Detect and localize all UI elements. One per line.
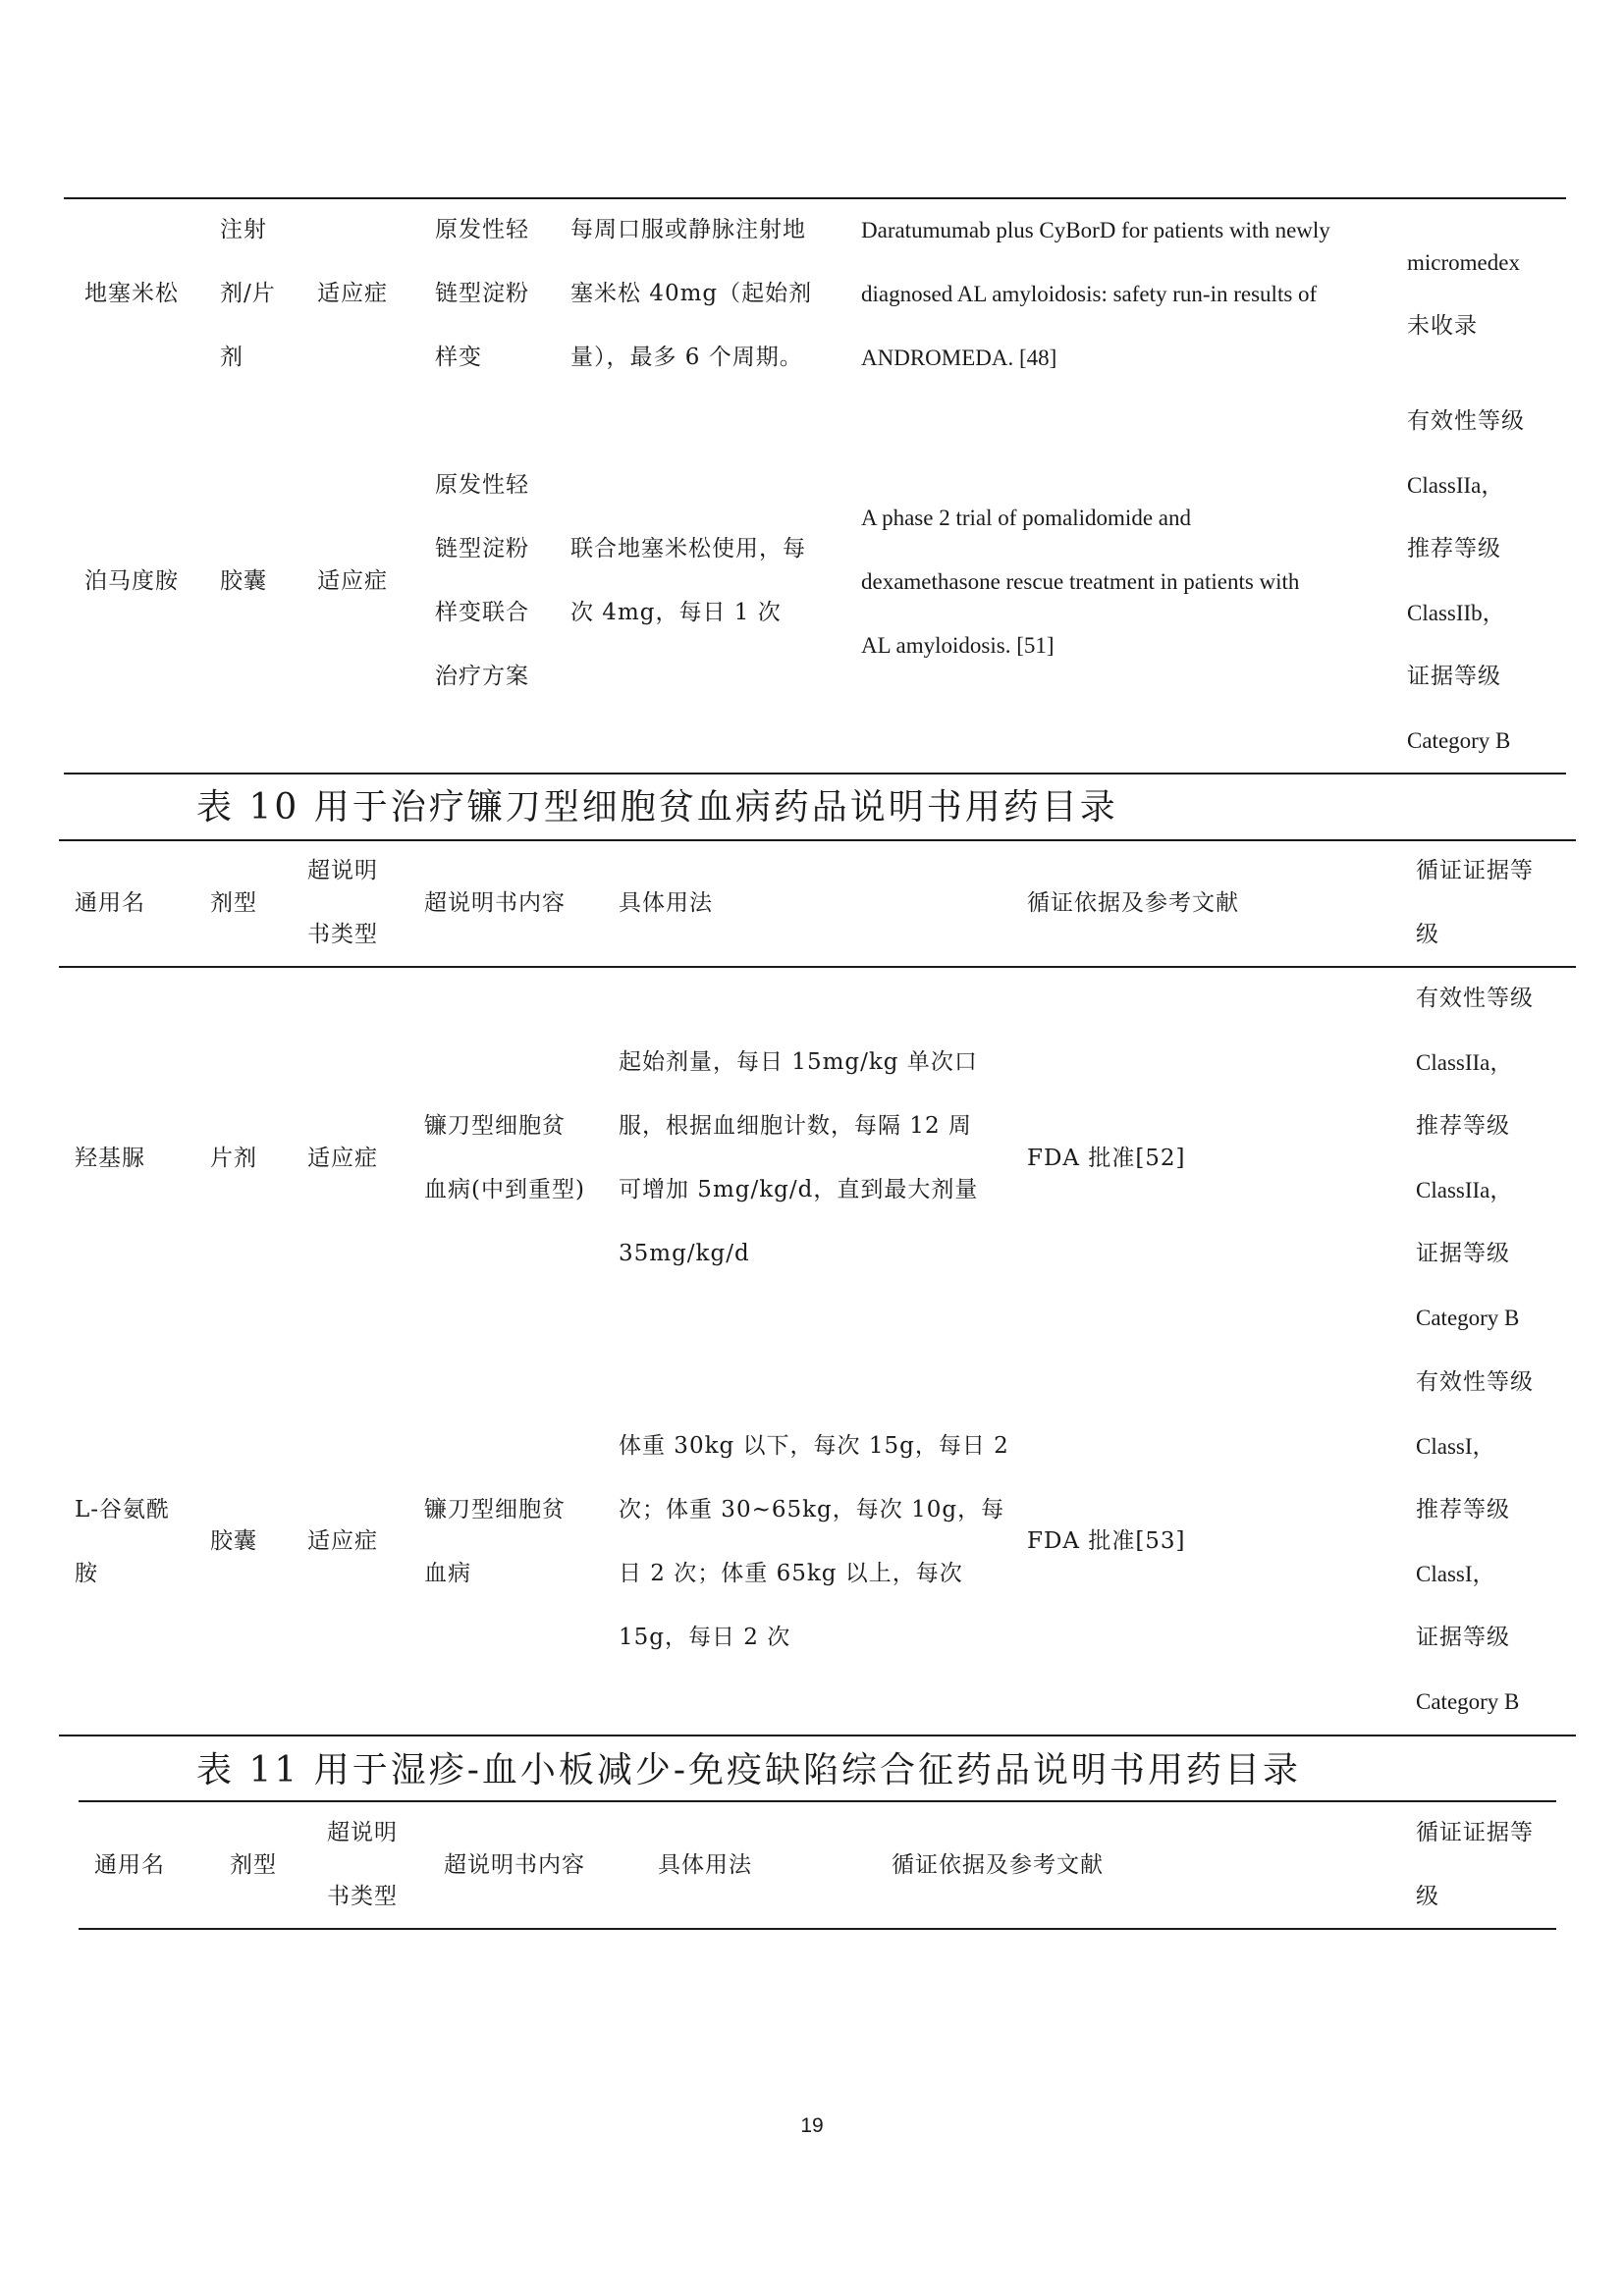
table-10-header-rule [59,966,1576,968]
cell-line: ClassI， [1416,1434,1495,1459]
cell-type [317,550,388,614]
table-10-title: 表 10 用于治疗镰刀型细胞贫血病药品说明书用药目录 [196,787,1118,828]
cell-content [424,1478,566,1606]
cell-line: 治疗方案 [435,664,529,689]
cell-name [75,1478,170,1606]
cell-form [210,1510,257,1574]
cell-type [307,1127,378,1191]
header-line: 剂型 [210,890,257,916]
cell-line: 样变 [435,345,482,370]
cell-line: 15g，每日 2 次 [619,1625,791,1650]
table-11-top-rule [79,1800,1556,1802]
table-10-top-rule [59,839,1576,841]
header-form [210,872,257,935]
cell-line: 羟基脲 [75,1146,145,1171]
header-name [94,1834,165,1897]
cell-line: 有效性等级 [1416,986,1534,1011]
header-line: 通用名 [75,890,145,916]
cell-line: Category B [1407,728,1511,753]
cell-usage [619,1031,978,1286]
cell-form [210,1127,257,1191]
cell-line: 原发性轻 [435,217,529,242]
cell-line: ANDROMEDA. [48] [861,346,1057,370]
cell-line: diagnosed AL amyloidosis: safety run-in results of [861,282,1318,306]
table-11-header-rule [79,1928,1556,1930]
cell-content [424,1095,585,1222]
cell-line: ClassIIa， [1416,1178,1513,1202]
cell-line: Category B [1416,1689,1520,1714]
cell-line: Category B [1416,1306,1520,1330]
cell-type [307,1510,378,1574]
cell-line: 血病(中到重型) [424,1177,585,1202]
cell-reference [861,486,1299,677]
header-line: 级 [1416,922,1439,947]
header-content [424,872,566,935]
header-content [444,1834,585,1897]
cell-reference [1027,1127,1186,1191]
header-line: 超说明 [327,1820,398,1845]
prev-table-top-rule [64,197,1566,199]
cell-line: 片剂 [210,1146,257,1171]
cell-line: 证据等级 [1407,664,1501,689]
cell-evidence [1416,1351,1534,1734]
header-line: 具体用法 [658,1852,752,1878]
cell-form [220,550,267,614]
cell-line: 日 2 次；体重 65kg 以上，每次 [619,1561,963,1586]
cell-line: 剂 [220,345,244,370]
cell-evidence [1416,967,1534,1350]
cell-line: 次 4mg，每日 1 次 [570,600,782,625]
cell-line: 样变联合 [435,600,529,625]
cell-line: FDA 批准[52] [1027,1146,1186,1171]
cell-line: 有效性等级 [1407,408,1525,434]
header-line: 剂型 [230,1852,277,1878]
cell-evidence [1407,390,1525,773]
cell-line: 每周口服或静脉注射地 [570,217,806,242]
cell-line: 证据等级 [1416,1241,1510,1266]
cell-content [435,198,529,390]
cell-usage [570,517,806,645]
cell-line: 35mg/kg/d [619,1241,750,1266]
header-line: 循证依据及参考文献 [1027,890,1239,916]
cell-line: 血病 [424,1561,471,1586]
cell-line: 适应症 [307,1528,378,1554]
header-reference [1027,872,1239,935]
cell-line: ClassIIa， [1416,1050,1513,1075]
cell-name [84,262,179,326]
header-line: 超说明 [307,858,378,883]
cell-line: 次；体重 30~65kg，每次 10g，每 [619,1497,1005,1522]
cell-line: 原发性轻 [435,472,529,498]
cell-name [84,550,179,614]
header-line: 循证证据等 [1416,858,1534,883]
cell-line: 链型淀粉 [435,536,529,561]
header-name [75,872,145,935]
cell-line: 塞米松 40mg（起始剂 [570,281,813,306]
cell-line: micromedex [1407,250,1520,275]
header-line: 书类型 [327,1884,398,1909]
cell-name [75,1127,145,1191]
cell-line: dexamethasone rescue treatment in patients with [861,569,1300,594]
header-type [307,839,378,967]
cell-line: 推荐等级 [1407,536,1501,561]
cell-line: 有效性等级 [1416,1369,1534,1395]
header-line: 循证依据及参考文献 [892,1852,1104,1878]
cell-usage [570,198,812,390]
cell-line: 体重 30kg 以下，每次 15g，每日 2 [619,1433,1009,1459]
header-form [230,1834,277,1897]
cell-line: 胶囊 [210,1528,257,1554]
cell-reference [861,198,1330,390]
prev-table-bottom-rule [64,773,1566,774]
cell-form [220,198,276,390]
header-evidence [1416,1801,1534,1929]
cell-content [435,454,529,709]
header-type [327,1801,398,1929]
cell-line: 链型淀粉 [435,281,529,306]
cell-reference [1027,1510,1186,1574]
cell-line: ClassIIa， [1407,473,1504,498]
cell-line: 联合地塞米松使用，每 [570,536,806,561]
header-line: 超说明书内容 [444,1852,585,1878]
header-evidence [1416,839,1534,967]
cell-usage [619,1415,1009,1670]
cell-line: 适应症 [317,281,388,306]
cell-line: 地塞米松 [84,281,179,306]
header-line: 具体用法 [619,890,713,916]
cell-line: 证据等级 [1416,1625,1510,1650]
header-line: 级 [1416,1884,1439,1909]
cell-line: 可增加 5mg/kg/d，直到最大剂量 [619,1177,979,1202]
cell-line: FDA 批准[53] [1027,1528,1186,1554]
header-reference [892,1834,1104,1897]
header-usage [619,872,713,935]
header-line: 书类型 [307,922,378,947]
cell-line: 镰刀型细胞贫 [424,1113,566,1139]
header-line: 循证证据等 [1416,1820,1534,1845]
cell-line: 剂/片 [220,281,276,306]
table-11-title: 表 11 用于湿疹-血小板减少-免疫缺陷综合征药品说明书用药目录 [196,1750,1302,1790]
cell-line: 适应症 [307,1146,378,1171]
cell-type [317,262,388,326]
header-line: 通用名 [94,1852,165,1878]
cell-line: 泊马度胺 [84,568,179,594]
cell-line: 推荐等级 [1416,1113,1510,1139]
cell-line: AL amyloidosis. [51] [861,633,1055,658]
cell-line: 胶囊 [220,568,267,594]
header-usage [658,1834,752,1897]
cell-line: A phase 2 trial of pomalidomide and [861,506,1191,530]
cell-line: L-谷氨酰 [75,1497,171,1522]
cell-line: ClassI， [1416,1562,1495,1586]
cell-line: 注射 [220,217,267,242]
cell-line: ClassIIb， [1407,601,1505,625]
cell-line: 服，根据血细胞计数，每隔 12 周 [619,1113,972,1139]
cell-line: 量），最多 6 个周期。 [570,345,803,370]
cell-line: 适应症 [317,568,388,594]
cell-line: Daratumumab plus CyBorD for patients with newly [861,218,1330,242]
cell-evidence [1407,231,1520,358]
page-number: 19 [800,2114,824,2137]
cell-line: 未收录 [1407,313,1478,339]
table-10-bottom-rule [59,1735,1576,1736]
cell-line: 镰刀型细胞贫 [424,1497,566,1522]
cell-line: 胺 [75,1561,98,1586]
cell-line: 推荐等级 [1416,1497,1510,1522]
header-line: 超说明书内容 [424,890,566,916]
cell-line: 起始剂量，每日 15mg/kg 单次口 [619,1049,978,1075]
